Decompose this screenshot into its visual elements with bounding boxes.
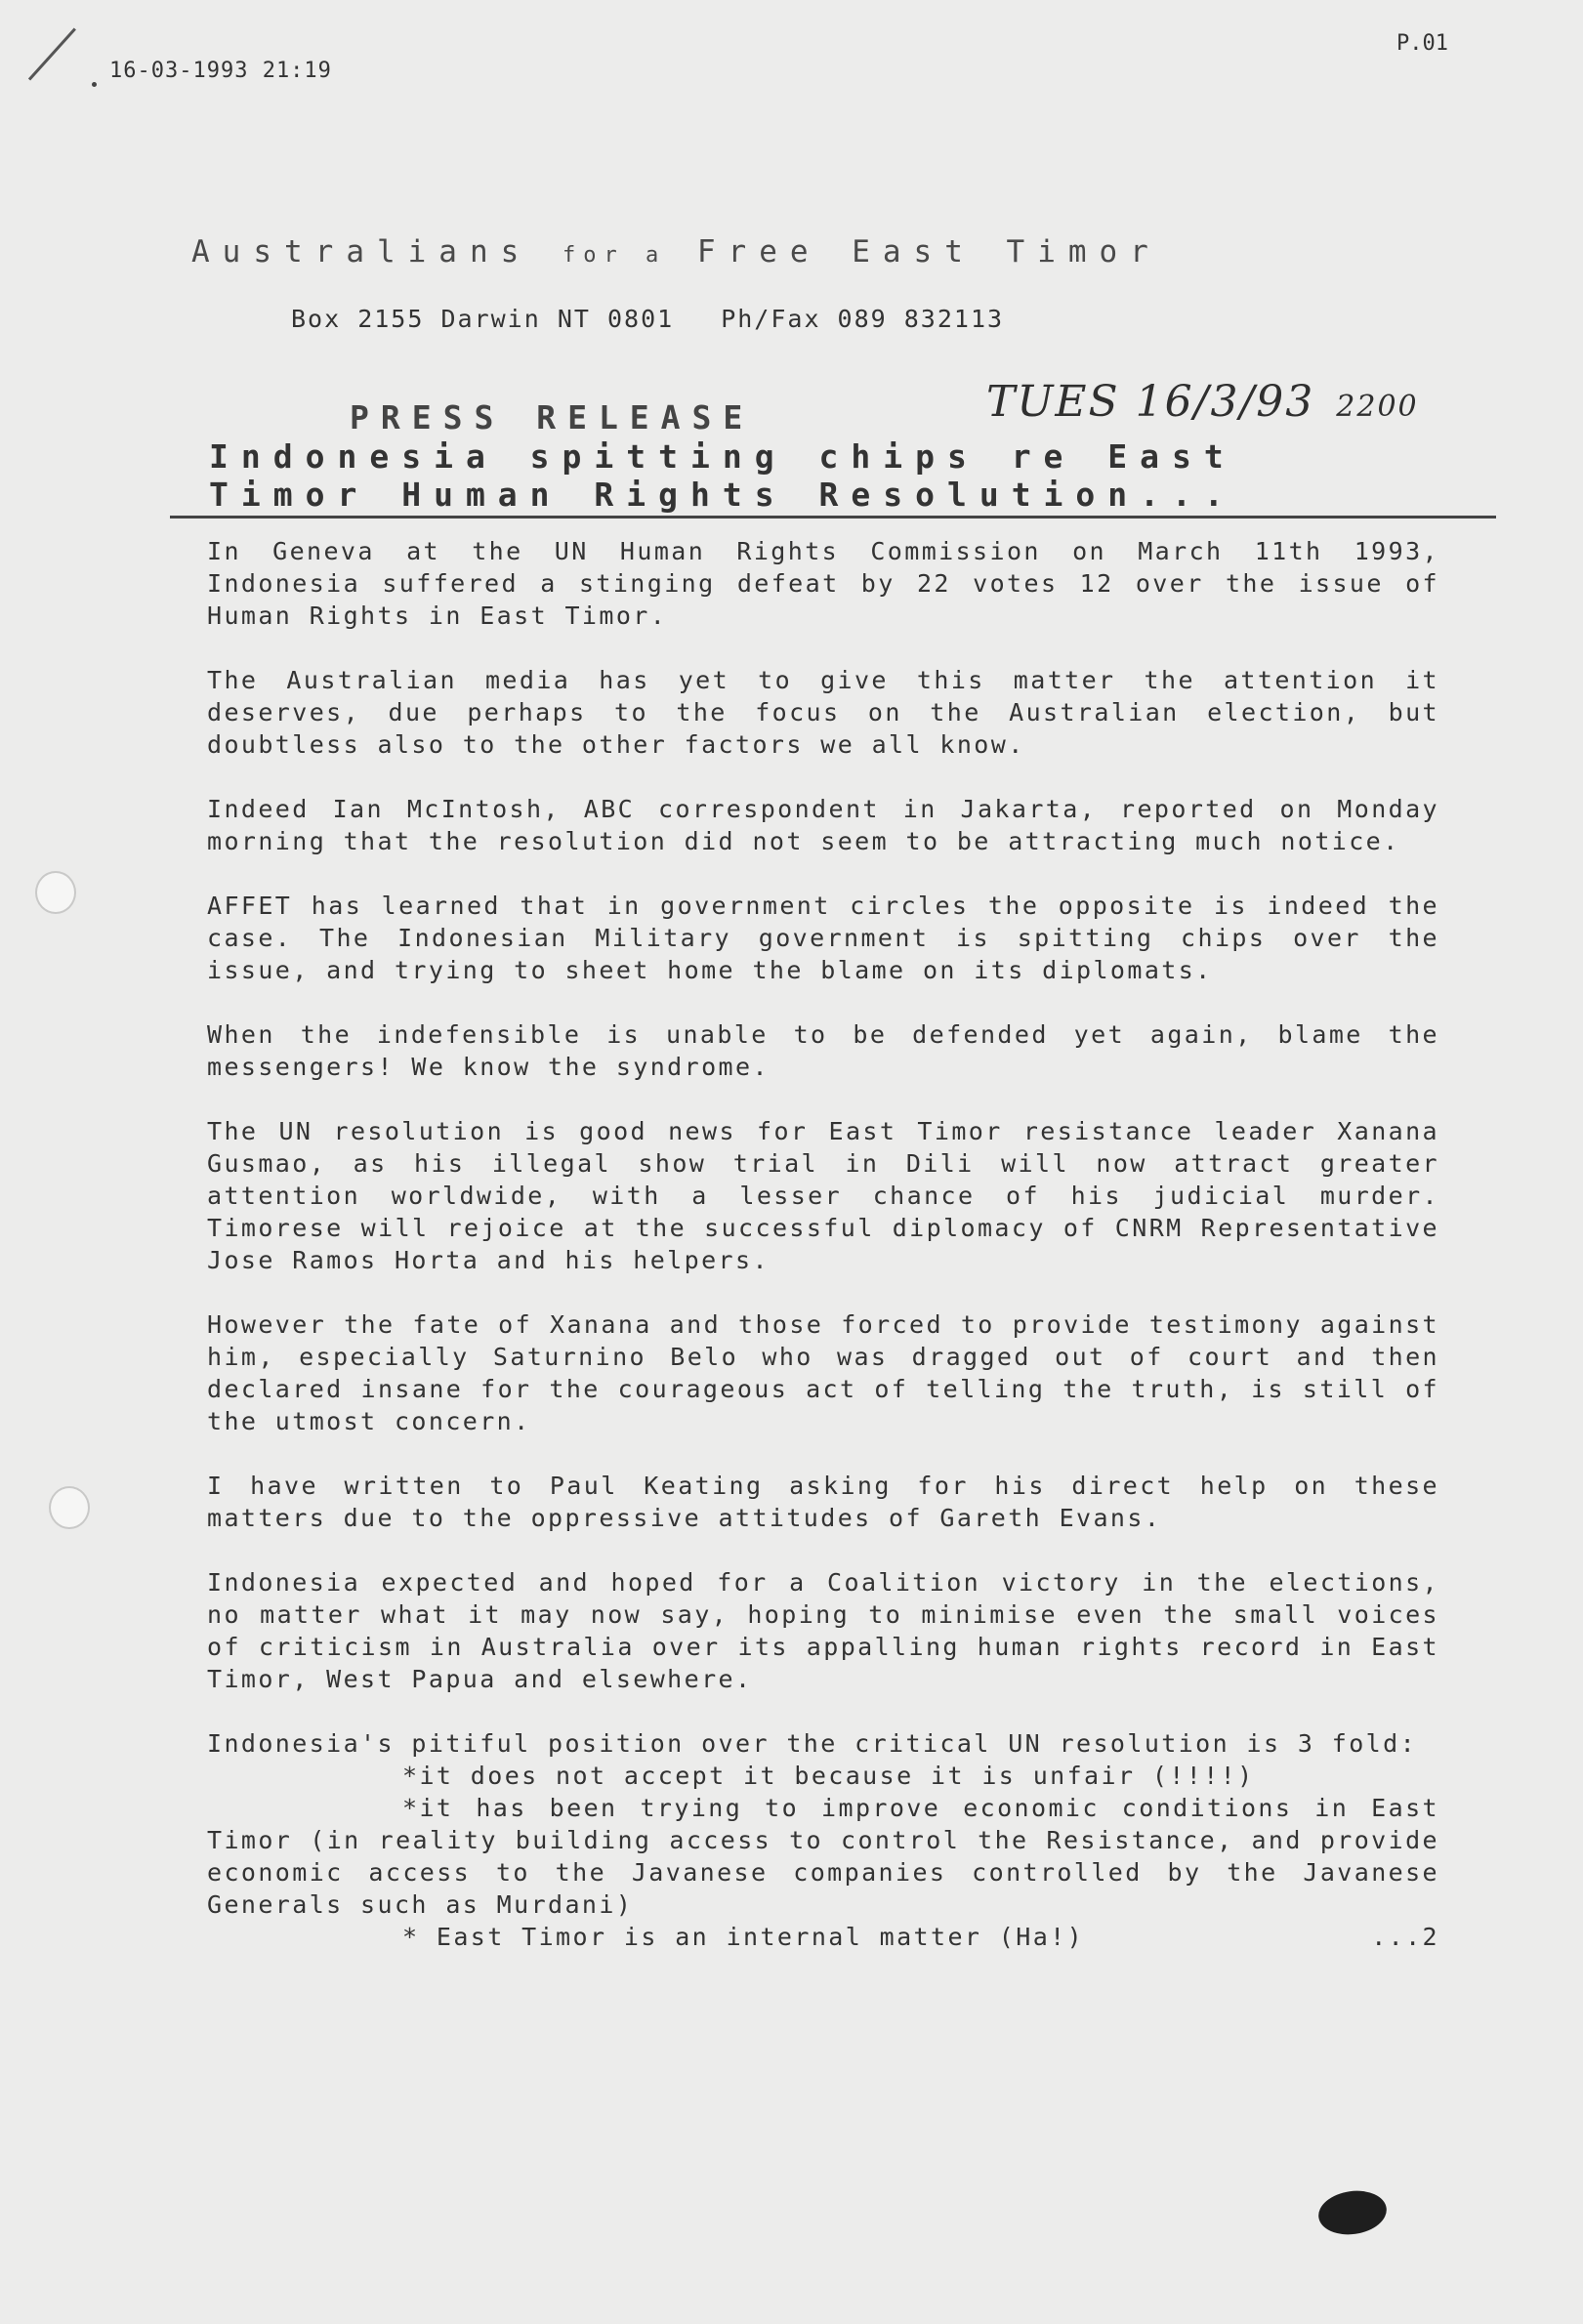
handwritten-time: 2200 xyxy=(1336,390,1419,424)
list-item: *it has been trying to improve economic conditions in East Timor (in reality building access to control the Resistance, and provide economic access to the Javanese companies controlled by the Javanese Generals such as Murdani) xyxy=(207,1794,1439,1919)
list-item: * East Timor is an internal matter (Ha!) xyxy=(402,1923,1085,1951)
punch-hole xyxy=(49,1486,90,1529)
pen-scratch-mark xyxy=(28,27,76,80)
paragraph: Indonesia expected and hoped for a Coalition victory in the elections, no matter what it may now say, hoping to minimise even the small voices of criticism in Australia over its appalling human rights record in East Timor, West Papua and elsewhere. xyxy=(207,1568,1439,1693)
org-name-part1: Australians xyxy=(191,234,532,270)
headline-line-2: Timor Human Rights Resolution... xyxy=(209,476,1236,514)
paragraph: In Geneva at the UN Human Rights Commission on March 11th 1993, Indonesia suffered a stinging defeat by 22 votes 12 over the issue of Human Rights in East Timor. xyxy=(207,537,1439,630)
pen-dot-mark xyxy=(92,82,97,87)
paragraph: The Australian media has yet to give this matter the attention it deserves, due perhaps to the focus on the Australian election, but doubtless also to the other factors we all know. xyxy=(207,666,1439,759)
headline-line-1: Indonesia spitting chips re East xyxy=(209,437,1236,476)
handwritten-date: TUES 16/3/93 xyxy=(986,377,1315,427)
organization-name xyxy=(191,234,1161,270)
press-release-label: PRESS RELEASE xyxy=(350,398,755,436)
phone-fax-number: Ph/Fax 089 832113 xyxy=(721,305,1005,333)
postal-address: Box 2155 Darwin NT 0801 xyxy=(291,305,675,333)
paragraph: When the indefensible is unable to be defended yet again, blame the messengers! We know the syndrome. xyxy=(207,1020,1439,1081)
paragraph: However the fate of Xanana and those forced to provide testimony against him, especially Saturnino Belo who was dragged out of court and then declared insane for the courageous act of telling the truth, is still of the utmost concern. xyxy=(207,1310,1439,1435)
organization-address xyxy=(291,305,1004,333)
fax-page-number: P.01 xyxy=(1396,31,1448,56)
headline-divider xyxy=(170,516,1496,519)
org-name-part2: for a xyxy=(562,243,667,268)
position-list xyxy=(207,1760,1439,1953)
headline xyxy=(209,437,1439,514)
paragraph: I have written to Paul Keating asking for his direct help on these matters due to the oppressive attitudes of Gareth Evans. xyxy=(207,1472,1439,1532)
press-release-body xyxy=(207,535,1439,1953)
continuation-marker: ...2 xyxy=(1371,1923,1439,1951)
list-item-last xyxy=(207,1921,1439,1953)
handwritten-date-annotation xyxy=(986,377,1419,427)
list-intro: Indonesia's pitiful position over the critical UN resolution is 3 fold: xyxy=(207,1729,1418,1758)
org-name-part3: Free East Timor xyxy=(696,234,1161,270)
paragraph: AFFET has learned that in government circles the opposite is indeed the case. The Indonesian Military government is spitting chips over the issue, and trying to sheet home the blame on its diplomats. xyxy=(207,892,1439,984)
ink-smudge xyxy=(1315,2186,1389,2238)
fax-timestamp: 16-03-1993 21:19 xyxy=(109,59,332,83)
punch-hole xyxy=(35,871,76,914)
list-item: *it does not accept it because it is unfair (!!!!) xyxy=(402,1762,1255,1790)
paragraph: Indeed Ian McIntosh, ABC correspondent in Jakarta, reported on Monday morning that the resolution did not seem to be attracting much notice. xyxy=(207,795,1439,855)
paragraph: The UN resolution is good news for East Timor resistance leader Xanana Gusmao, as his illegal show trial in Dili will now attract greater attention worldwide, with a lesser chance of his judicial murder. Timorese will rejoice at the successful diplomacy of CNRM Representative Jose Ramos Horta and his helpers. xyxy=(207,1117,1439,1274)
